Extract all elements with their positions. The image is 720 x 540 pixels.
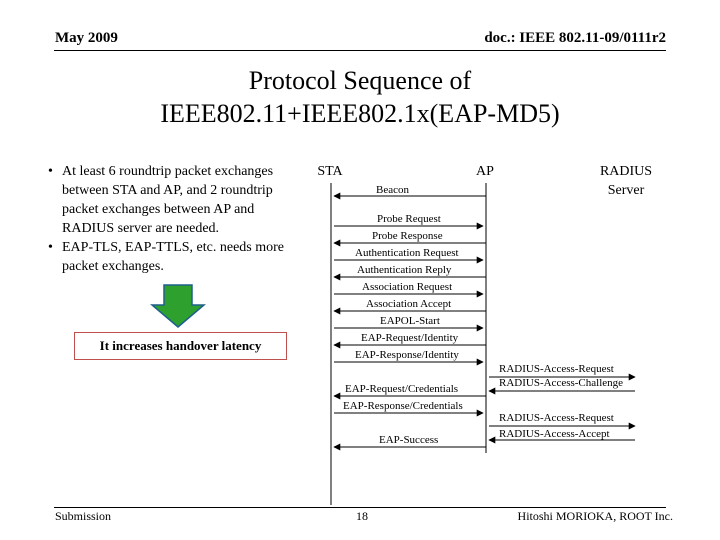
msg-label: RADIUS-Access-Request	[499, 363, 614, 375]
msg-label: EAP-Response/Credentials	[343, 400, 463, 412]
msg-label: Association Request	[362, 281, 453, 293]
bullet-line: packet exchanges.	[62, 259, 164, 274]
latency-callout: It increases handover latency	[74, 332, 287, 360]
msg-label: RADIUS-Access-Accept	[499, 428, 610, 440]
msg-label: Authentication Reply	[357, 264, 452, 276]
bullet-line: packet exchanges between AP and	[62, 202, 255, 217]
footer-page-number: 18	[356, 509, 368, 523]
bullet-line: • At least 6 roundtrip packet exchanges	[62, 164, 274, 179]
msg-label: Beacon	[376, 184, 409, 196]
msg-label: EAPOL-Start	[380, 315, 440, 327]
footer-rule	[54, 507, 666, 508]
msg-label: EAP-Request/Credentials	[345, 383, 459, 395]
bullet-line: • EAP-TLS, EAP-TTLS, etc. needs more	[62, 240, 285, 255]
footer-submission: Submission	[55, 509, 112, 523]
slide-title-line2: IEEE802.11+IEEE802.1x(EAP-MD5)	[160, 99, 560, 128]
msg-label: EAP-Request/Identity	[361, 332, 459, 344]
msg-label: Probe Request	[377, 213, 441, 225]
msg-label: Authentication Request	[355, 247, 459, 259]
header-doc-id: doc.: IEEE 802.11-09/0111r2	[484, 30, 666, 46]
msg-label: Association Accept	[366, 298, 452, 310]
msg-label: EAP-Success	[379, 434, 439, 446]
msg-label: RADIUS-Access-Request	[499, 412, 614, 424]
msg-label: Probe Response	[372, 230, 443, 242]
header-date: May 2009	[55, 30, 118, 46]
msg-label: EAP-Response/Identity	[355, 349, 459, 361]
slide-title-line1: Protocol Sequence of	[248, 66, 472, 95]
bullet-line: between STA and AP, and 2 roundtrip	[62, 183, 273, 198]
msg-label: RADIUS-Access-Challenge	[499, 377, 624, 389]
entity-ap: AP	[476, 164, 494, 179]
entity-sta: STA	[317, 164, 343, 179]
footer-author: Hitoshi MORIOKA, ROOT Inc.	[517, 509, 673, 523]
entity-radius-line1: RADIUS	[599, 164, 653, 179]
bullet-line: RADIUS server are needed.	[62, 221, 220, 236]
entity-radius-line2: Server	[607, 183, 645, 198]
